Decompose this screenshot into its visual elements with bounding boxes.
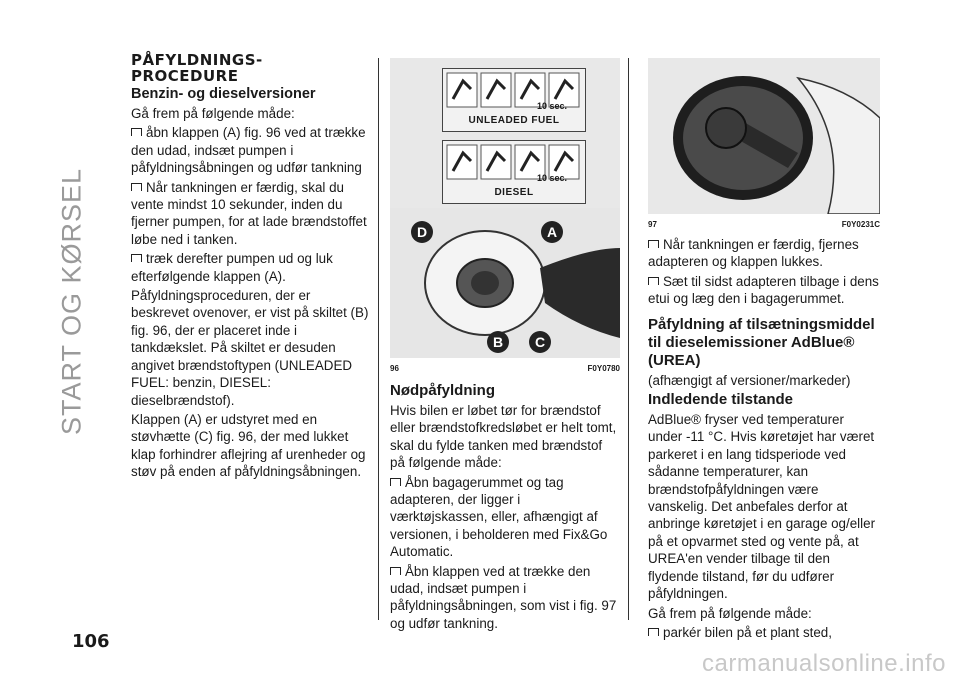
watermark: carmanualsonline.info	[702, 650, 946, 677]
callout-A: A	[546, 224, 558, 240]
bullet-icon	[390, 564, 405, 579]
figure-97	[648, 58, 880, 229]
bullet-store-adapter: Sæt til sidst adapteren tilbage i dens etui og læg den i bagagerummet.	[648, 273, 879, 307]
bullet-take-adapter: Åbn bagagerummet og tag adapteren, der ligger i værktøjskassen, eller, afhængigt af versionen, i beholderen med Fix&Go Automatic.	[390, 474, 608, 560]
column-1	[131, 52, 369, 483]
callout-D: D	[416, 224, 428, 240]
fuel-type-label: UNLEADED FUEL	[468, 114, 560, 126]
adblue-heading: Påfyldning af tilsætningsmiddel til dieselemissioner AdBlue® (UREA)	[648, 315, 875, 369]
wait-seconds-label: 10 sec.	[536, 172, 567, 183]
adblue-paragraph: AdBlue® fryser ved temperaturer under -11 °C. Hvis køretøjet har været parkeret i en lang tidsperiode ved sådanne temperaturer, kan brændstofpåfyldningen være vanskelig. Det anbefales derfor at anbringe køretøjet i en garage og/eller på et opvarmet sted og vente på, at UREA'en vender tilbage til den flydende tilstand, før du udfører påfyldningen.	[648, 412, 876, 602]
emergency-refuel-paragraph: Hvis bilen er løbet tør for brændstof eller brændstofkredsløbet er helt tomt, skal du fylde tanken med brændstof på følgende måde:	[390, 403, 617, 471]
adapter-illustration	[648, 58, 880, 214]
figure-number: 97	[648, 220, 657, 229]
initial-conditions-heading: Indledende tilstande	[648, 391, 794, 409]
figure-code: F0Y0231C	[841, 220, 880, 229]
bullet-icon	[131, 125, 146, 140]
figure-96	[390, 58, 620, 373]
bullet-icon	[131, 180, 146, 195]
paragraph-procedure-label: Påfyldningsproceduren, der er beskrevet ovenover, er vist på skiltet (B) fig. 96, der er placeret inde i tankdækslet. På skiltet er desuden angivet brændstoftypen (UNLEADED FUEL: benzin, DIESEL: dieselbrændstof).	[131, 288, 369, 408]
section-side-title: START OG KØRSEL	[56, 167, 87, 436]
page-number: 106	[72, 631, 110, 652]
column-2	[390, 58, 620, 634]
intro-text: Gå frem på følgende måde:	[131, 106, 295, 121]
bullet-icon	[131, 251, 146, 266]
bullet-open-flap: åbn klappen (A) fig. 96 ved at trække den udad, indsæt pumpen i påfyldningsåbningen og udfør tankning	[131, 125, 366, 176]
callout-B: B	[492, 334, 504, 350]
version-note: (afhængigt af versioner/markeder)	[648, 372, 851, 388]
bullet-icon	[648, 274, 663, 289]
column-divider-2	[628, 58, 629, 620]
bullet-wait: Når tankningen er færdig, skal du vente mindst 10 sekunder, inden du fjerner pumpen, for at lade brændstoffet løbe ned i tanken.	[131, 179, 367, 247]
fuel-type-label: DIESEL	[494, 186, 534, 198]
fuel-flap-illustration	[390, 208, 620, 358]
fuel-label-unleaded	[442, 68, 586, 132]
figure-code: F0Y0780	[587, 364, 620, 373]
column-3	[648, 58, 880, 643]
column-divider-1	[378, 58, 379, 620]
emergency-refuel-heading: Nødpåfyldning	[390, 382, 495, 399]
section-title: PÅFYLDNINGS- PROCEDURE	[131, 51, 263, 85]
callout-C: C	[534, 334, 546, 350]
intro-text: Gå frem på følgende måde:	[648, 605, 812, 621]
bullet-remove-adapter: Når tankningen er færdig, fjernes adapteren og klappen lukkes.	[648, 237, 859, 270]
bullet-insert-pump: Åbn klappen ved at trække den udad, indsæt pumpen i påfyldningsåbningen, som vist i fig. 97 og udfør tankning.	[390, 563, 617, 631]
wait-seconds-label: 10 sec.	[536, 100, 567, 111]
figure-97-caption	[648, 214, 880, 233]
figure-number: 96	[390, 364, 399, 373]
figure-96-caption	[390, 358, 620, 377]
bullet-icon	[648, 625, 663, 640]
bullet-icon	[648, 237, 663, 252]
paragraph-dust-cap: Klappen (A) er udstyret med en støvhætte (C) fig. 96, der med lukket klap forhindrer aflejring af urenheder og støv på enden af påfyldningsåbningen.	[131, 411, 366, 480]
fuel-label-diesel	[442, 140, 586, 204]
bullet-park-flat: parkér bilen på et plant sted,	[648, 624, 880, 641]
bullet-icon	[390, 475, 405, 490]
bullet-close-flap: træk derefter pumpen ud og luk efterfølgende klappen (A).	[131, 251, 333, 284]
section-subtitle: Benzin- og dieselversioner	[131, 86, 316, 102]
